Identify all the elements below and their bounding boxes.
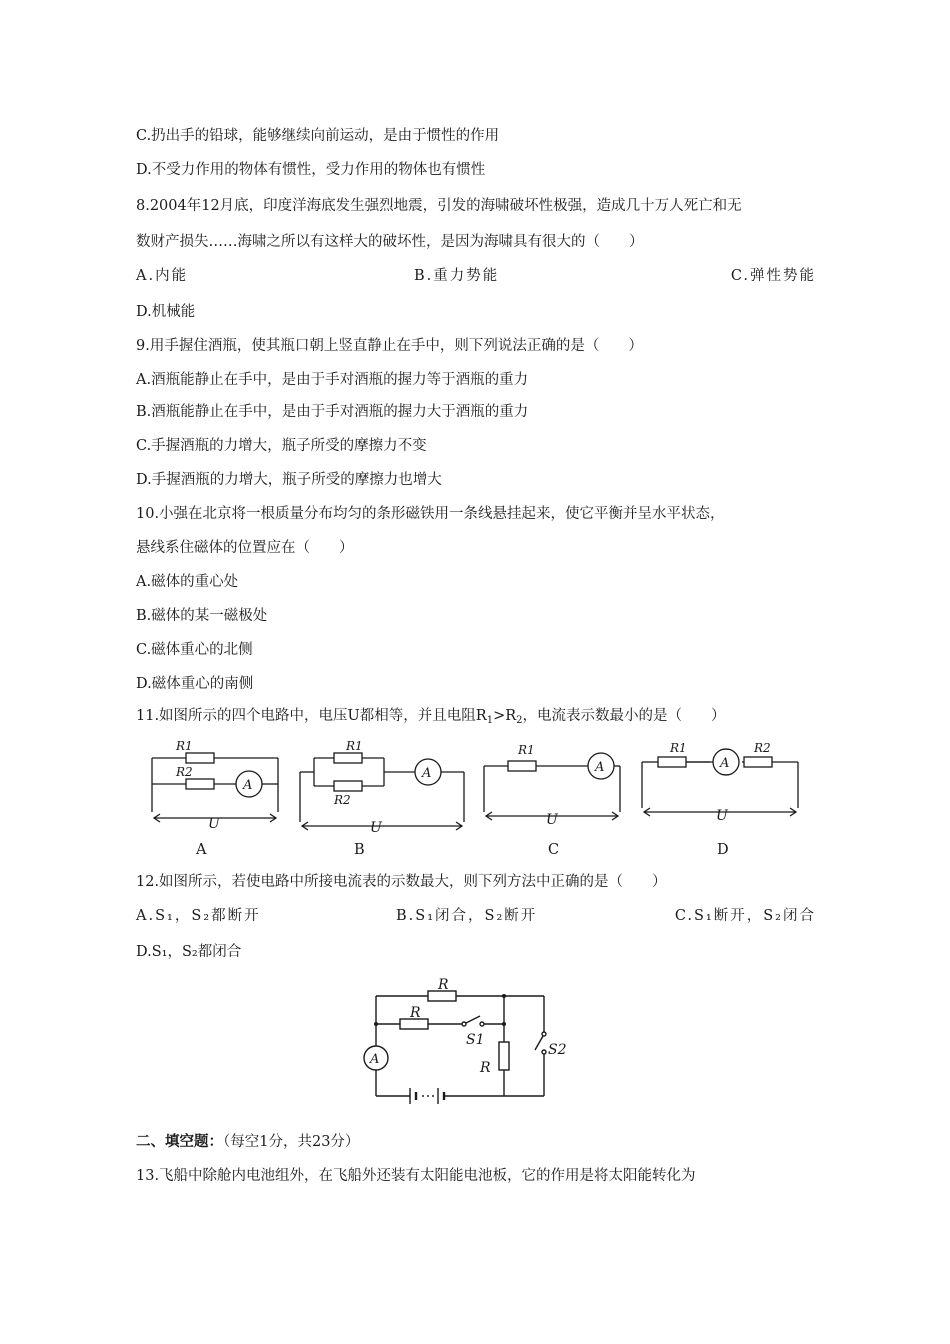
circuit-a [146, 738, 286, 830]
circuit-d-ammeter: A [720, 756, 730, 771]
circuit-c [478, 738, 626, 828]
q12-option-d: D.S₁，S₂都闭合 [136, 944, 242, 960]
q8-option-a: A.内能 [136, 268, 189, 284]
q12-options-row [136, 906, 816, 926]
q11-stem-post: ，电流表示数最小的是（ ） [522, 708, 726, 724]
q10-option-b: B.磁体的某一磁极处 [136, 608, 268, 624]
q12-s2-label: S2 [548, 1042, 567, 1058]
q9-stem: 9.用手握住酒瓶，使其瓶口朝上竖直静止在手中，则下列说法正确的是（ ） [136, 338, 643, 354]
q12-top-r-label: R [438, 977, 449, 993]
q10-option-a: A.磁体的重心处 [136, 574, 239, 590]
q9-option-a: A.酒瓶能静止在手中，是由于手对酒瓶的握力等于酒瓶的重力 [136, 372, 529, 388]
circuit-d-voltage: U [716, 808, 728, 824]
circuit-b-caption: B [354, 842, 365, 858]
section2-note: （每空1分，共23分） [223, 1134, 360, 1150]
q12-option-c: C.S₁断开，S₂闭合 [674, 908, 816, 924]
q12-vertical-r-label: R [480, 1060, 491, 1076]
q8-stem-line1: 8.2004年12月底，印度洋海底发生强烈地震，引发的海啸破坏性极强，造成几十万人死亡和无 [136, 198, 742, 214]
q9-option-c: C.手握酒瓶的力增大，瓶子所受的摩擦力不变 [136, 438, 427, 454]
q12-option-b: B.S₁闭合，S₂断开 [396, 908, 538, 924]
q8-option-c: C.弹性势能 [730, 268, 816, 284]
circuit-a-r1-label: R1 [176, 739, 193, 753]
circuit-d-caption: D [717, 842, 729, 858]
circuit-c-voltage: U [546, 812, 558, 828]
q10-stem-line1: 10.小强在北京将一根质量分布均匀的条形磁铁用一条线悬挂起来，使它平衡并呈水平状态， [136, 506, 725, 522]
q12-mid-r-label: R [410, 1005, 421, 1021]
q12-ammeter: A [370, 1052, 380, 1067]
q11-stem-pre: 11.如图所示的四个电路中，电压U都相等，并且电阻R [136, 708, 487, 724]
q11-sub2: 2 [516, 715, 523, 726]
q11-stem [136, 706, 726, 731]
q12-s1-label: S1 [466, 1032, 485, 1048]
circuit-b-r2-label: R2 [334, 793, 351, 807]
q13-stem: 13.飞船中除舱内电池组外，在飞船外还装有太阳能电池板，它的作用是将太阳能转化为 [136, 1168, 696, 1184]
circuit-b [294, 738, 474, 834]
q8-options-row [136, 266, 816, 286]
circuit-c-r1-label: R1 [518, 743, 535, 757]
circuit-c-ammeter: A [595, 760, 605, 775]
q7-option-d: D.不受力作用的物体有惯性，受力作用的物体也有惯性 [136, 162, 486, 178]
section2-title: 二、填空题： [136, 1133, 223, 1150]
q11-stem-mid: >R [493, 708, 517, 724]
q10-option-d: D.磁体重心的南侧 [136, 676, 254, 692]
q10-option-c: C.磁体重心的北侧 [136, 642, 253, 658]
q11-sub1: 1 [486, 715, 494, 726]
q12-stem: 12.如图所示，若使电路中所接电流表的示数最大，则下列方法中正确的是（ ） [136, 874, 667, 890]
circuit-a-ammeter: A [243, 778, 253, 793]
circuit-a-caption: A [196, 842, 207, 858]
section2-heading [136, 1132, 359, 1152]
circuit-c-caption: C [548, 842, 560, 858]
circuit-b-voltage: U [370, 820, 382, 834]
circuit-a-voltage: U [208, 816, 220, 830]
circuit-d [636, 738, 806, 824]
q12-circuit [356, 976, 576, 1106]
circuit-b-r1-label: R1 [346, 739, 363, 753]
circuit-d-r1-label: R1 [670, 741, 687, 755]
q9-option-b: B.酒瓶能静止在手中，是由于手对酒瓶的握力大于酒瓶的重力 [136, 404, 529, 420]
q10-stem-line2: 悬线系住磁体的位置应在（ ） [136, 540, 354, 556]
q7-option-c: C.扔出手的铅球，能够继续向前运动，是由于惯性的作用 [136, 128, 500, 144]
q8-option-b: B.重力势能 [414, 268, 500, 284]
q9-option-d: D.手握酒瓶的力增大，瓶子所受的摩擦力也增大 [136, 472, 442, 488]
circuit-a-r2-label: R2 [176, 765, 193, 779]
q8-option-d: D.机械能 [136, 304, 196, 320]
q12-option-a: A.S₁，S₂都断开 [136, 908, 261, 924]
q8-stem-line2: 数财产损失……海啸之所以有这样大的破坏性，是因为海啸具有很大的（ ） [136, 234, 644, 250]
circuit-b-ammeter: A [422, 766, 432, 781]
circuit-d-r2-label: R2 [754, 741, 771, 755]
